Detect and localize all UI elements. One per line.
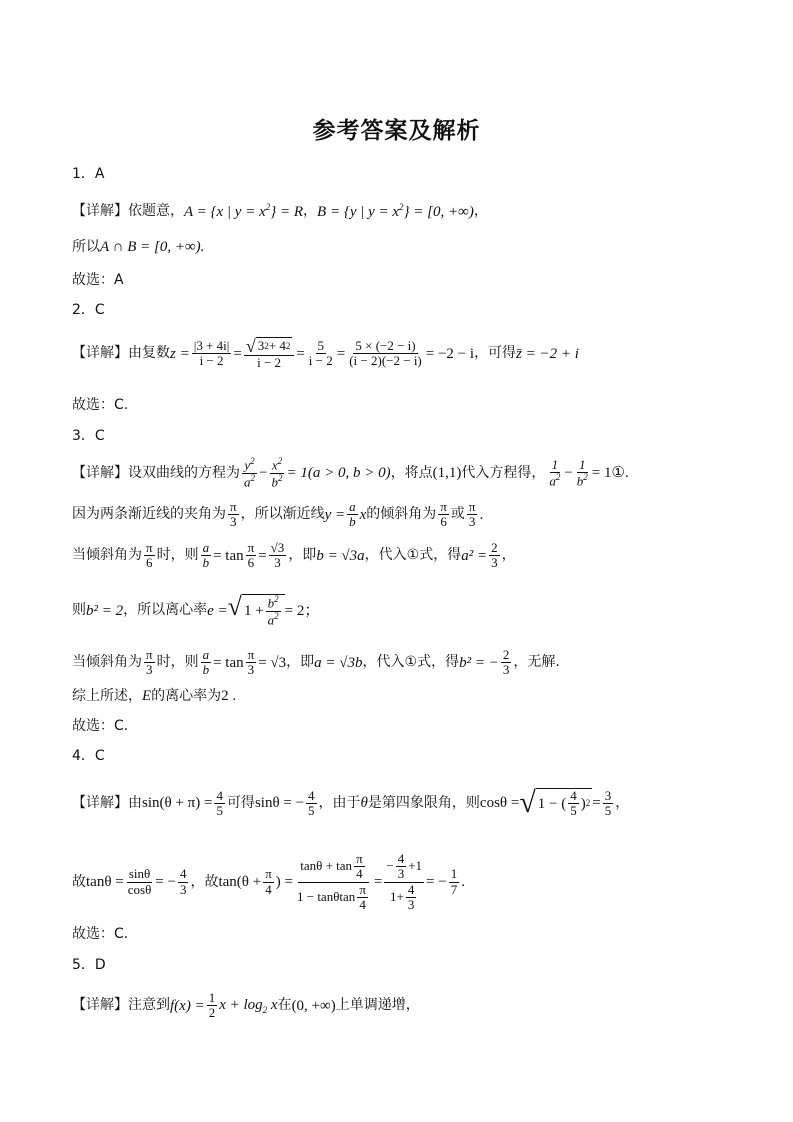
- q2-result: = −2 − i: [425, 345, 475, 362]
- q5-text2: 在: [277, 997, 292, 1014]
- q5-text1: 注意到: [128, 997, 170, 1014]
- q3-line3-a2: a² =: [461, 547, 488, 564]
- q2-frac1: $\frac{|3 + 4i|}{i - 2}$: [193, 338, 230, 369]
- q2-header: 2．C: [72, 302, 105, 318]
- q4-line1-text1: 由: [128, 794, 142, 811]
- q4-big-fraction: tanθ + tan $\frac{\pi}{4}$ 1 − tanθtan $\frac{\pi}{4}$: [295, 852, 372, 912]
- q3-frac-pi3b: $\frac{\pi}{3}$: [468, 499, 476, 530]
- q2-detail-label: 【详解】: [72, 345, 128, 362]
- q2-line1: 【详解】 由复数 z = $\frac{|3 + 4i|}{i - 2}$ = √ 3 2 + 4 2 i − 2 = $\frac{5}{i - 2}$ = $\frac{5 \times (-2 - i)}{(i - 2)(-2 - i)}$ = −2 − i ，可得 z̄ = −2 + i: [72, 336, 579, 371]
- q5-line1: 【详解】 注意到 f(x) = $\frac{1}{2}$ $x + \log_2 x$ 在 (0, +∞) 上单调递增，: [72, 990, 420, 1021]
- q4-tan: tanθ =: [86, 874, 124, 891]
- q3-line3-text3: ，即: [288, 547, 317, 564]
- q3-frac-1b2: $\frac{1}{b^2}$: [576, 456, 588, 489]
- q3-line5-text4: ，代入①式，得: [362, 654, 460, 671]
- q3-line6-value: 2 .: [221, 688, 237, 704]
- q3-line6-text2: 的离心率为: [151, 687, 222, 704]
- q4-line2: 故 tanθ = $\frac{\sin\theta}{\cos\theta}$ = − $\frac{4}{3}$ ，故 tan(θ + $\frac{\pi}{4}$ ) = tanθ + tan $\frac{\pi}{4}$ 1 − tanθtan $\frac{\pi}{4}$ = − $\frac{4}{3}$ +1 1+ $\frac{4}{3}$ = − $\frac{1}{7}$ .: [72, 851, 465, 912]
- q4-theta: θ: [360, 795, 368, 812]
- q1-header: 1．A: [72, 166, 105, 182]
- q3-detail-label: 【详解】: [72, 464, 128, 481]
- q4-result: = −: [426, 874, 447, 891]
- q3-frac-pi6: $\frac{\pi}{6}$: [440, 499, 447, 530]
- q3-line5-a: a = √3b: [314, 654, 363, 671]
- q4-sin-sum: sin(θ + π) =: [142, 795, 213, 812]
- q4-tan-sum-close: ) =: [275, 874, 293, 891]
- q3-line5-text3: ，即: [286, 654, 315, 671]
- q1-line2: [72, 238, 204, 256]
- q3-line5-sqrt3: = √3: [258, 654, 287, 671]
- q1-line1-text: 依题意，: [128, 203, 184, 220]
- q4-header: 4．C: [72, 748, 105, 764]
- q4-line1-end: ，: [615, 794, 630, 811]
- q3-answer: 故选：C.: [72, 718, 129, 734]
- q3-line3: 当倾斜角为 $\frac{\pi}{6}$ 时，则 $\frac{a}{b}$ = tan $\frac{\pi}{6}$ = $\frac{√3}{3}$ ，即 b = √3a ，代入①式，得 a² = $\frac{2}{3}$ ，: [72, 540, 516, 571]
- q4-line1-text3: ，由于: [318, 794, 361, 811]
- q3-line6-E: E: [142, 688, 152, 704]
- q3-header: 3．C: [72, 428, 105, 444]
- q3-line3-tan: = tan: [213, 547, 244, 564]
- q3-eccentricity-sqrt: √ 1 + $\frac{b^2}{a^2}$: [228, 594, 285, 627]
- q1-set-b: B = {y | $y = x^2\} = [0$, +∞): [317, 202, 474, 220]
- q3-line3-text1: 当倾斜角为: [72, 547, 142, 564]
- q4-sin: sinθ = −: [254, 795, 305, 812]
- q5-text3: 上单调递增，: [335, 997, 420, 1014]
- q3-line5-text2: 时，则: [156, 654, 199, 671]
- page-title: 参考答案及解析: [312, 118, 481, 144]
- q3-line3-text4: ，代入①式，得: [364, 547, 462, 564]
- q3-condition: = 1(a > 0, b > 0): [286, 465, 391, 482]
- q1-intersection: A ∩ B = [0, +∞).: [100, 239, 205, 255]
- q4-line2-text2: ，故: [190, 873, 219, 890]
- q4-detail-label: 【详解】: [72, 794, 128, 811]
- q4-cos: cosθ =: [479, 795, 520, 812]
- q5-function: f(x) =: [170, 997, 205, 1014]
- q3-line4: [72, 594, 319, 627]
- q4-line1-text2: 可得: [226, 794, 255, 811]
- q2-text1: 由复数: [128, 345, 170, 362]
- q2-frac4: $\frac{5 \times (-2 - i)}{(i - 2)(-2 - i)}$: [349, 338, 422, 369]
- q3-line1: 【详解】 设双曲线的方程为 $\frac{y^2}{a^2}$ − $\frac{x^2}{b^2}$ = 1(a > 0, b > 0) ，将点 (1,1) 代入方程得， $\frac{1}{a^2}$ − $\frac{1}{b^2}$ = 1①.: [72, 456, 629, 489]
- q3-asymptote-y: y =: [324, 506, 346, 523]
- q2-conjugate: z̄ = −2 + i: [516, 345, 579, 362]
- q4-numeric-fraction: − $\frac{4}{3}$ +1 1+ $\frac{4}{3}$: [386, 851, 423, 912]
- q3-line6-text1: 综上所述，: [72, 687, 142, 704]
- q4-tan-sum: tan(θ +: [218, 874, 262, 891]
- q1-set-a: A = {x | $y = x^2\} = R$: [184, 202, 304, 220]
- q3-frac-y2a2: $\frac{y^2}{a^2}$: [244, 456, 255, 489]
- q1-line1: [72, 202, 488, 221]
- q1-line2-text: 所以: [72, 238, 100, 255]
- q3-line1-text1: 设双曲线的方程为: [128, 464, 240, 481]
- q3-point: (1,1): [432, 465, 462, 482]
- q3-line5-text1: 当倾斜角为: [72, 654, 142, 671]
- q4-cos-sqrt: √ 1 − ( $\frac{4}{5}$ ) 2: [519, 786, 591, 819]
- q5-detail-label: 【详解】: [72, 997, 128, 1014]
- q4-line1-text4: 是第四象限角，则: [367, 794, 480, 811]
- q3-line5-tan: = tan: [213, 654, 244, 671]
- q3-line3-b: b = √3a: [316, 547, 365, 564]
- q2-frac2: √ 3 2 + 4 2 i − 2: [244, 337, 294, 371]
- q4-tan-value: = −: [155, 874, 176, 891]
- q2-text2: ，可得: [474, 345, 517, 362]
- q3-line1-text3: 代入方程得，: [461, 464, 546, 481]
- q3-line4-end: = 2；: [284, 602, 320, 619]
- q3-frac-pi3: $\frac{\pi}{3}$: [230, 499, 237, 530]
- q3-line2-text3: 的倾斜角为: [366, 506, 437, 523]
- q4-line2-text1: 故: [72, 873, 86, 890]
- q3-line5: 当倾斜角为 $\frac{\pi}{3}$ 时，则 $\frac{a}{b}$ = tan $\frac{\pi}{3}$ = √3 ，即 a = √3b ，代入①式，得 b² = − $\frac{2}{3}$ ，无解.: [72, 647, 560, 678]
- q2-answer: 故选：C.: [72, 397, 129, 413]
- q5-interval: (0, +∞): [291, 997, 336, 1014]
- q1-line1-end: ，: [473, 203, 488, 220]
- q3-or: 或: [450, 506, 465, 523]
- q1-separator: ，: [303, 203, 318, 220]
- q3-line1-text2: ，将点: [390, 464, 433, 481]
- q3-line6: [72, 687, 236, 705]
- q3-line4-text2: ，所以离心率: [123, 602, 208, 619]
- q3-line5-b2: b² = −: [459, 654, 499, 671]
- q3-line2-text2: ，所以渐近线: [240, 506, 325, 523]
- q1-answer: 故选：A: [72, 272, 124, 288]
- q3-line4-text1: 则: [72, 602, 86, 619]
- q3-line2: 因为两条渐近线的夹角为 $\frac{\pi}{3}$ ，所以渐近线 y = $\frac{a}{b}$ x 的倾斜角为 $\frac{\pi}{6}$ 或 $\frac{\pi}{3}$ .: [72, 499, 484, 530]
- q3-line4-b2: b² = 2: [86, 602, 124, 619]
- q3-line2-text1: 因为两条渐近线的夹角为: [72, 506, 226, 523]
- q2-z: z =: [170, 345, 190, 362]
- q1-detail-label: 【详解】: [72, 203, 128, 220]
- q3-line5-text5: ，无解.: [513, 654, 560, 671]
- q3-frac-x2b2: $\frac{x^2}{b^2}$: [271, 456, 283, 489]
- q3-eq1: = 1①.: [591, 465, 629, 482]
- q5-header: 5．D: [72, 957, 106, 973]
- q3-line4-e: e =: [207, 602, 228, 619]
- q3-frac-1a2: $\frac{1}{a^2}$: [549, 456, 561, 489]
- q3-frac-ab: $\frac{a}{b}$: [349, 499, 356, 530]
- q4-answer: 故选：C.: [72, 926, 129, 942]
- q2-frac3: $\frac{5}{i - 2}$: [308, 338, 333, 369]
- q4-line1: 【详解】 由 sin(θ + π) = $\frac{4}{5}$ 可得 sinθ = − $\frac{4}{5}$ ，由于 θ 是第四象限角，则 cosθ = √ 1 − ( $\frac{4}{5}$ ) 2 = $\frac{3}{5}$ ，: [72, 786, 630, 819]
- q3-line3-text2: 时，则: [156, 547, 199, 564]
